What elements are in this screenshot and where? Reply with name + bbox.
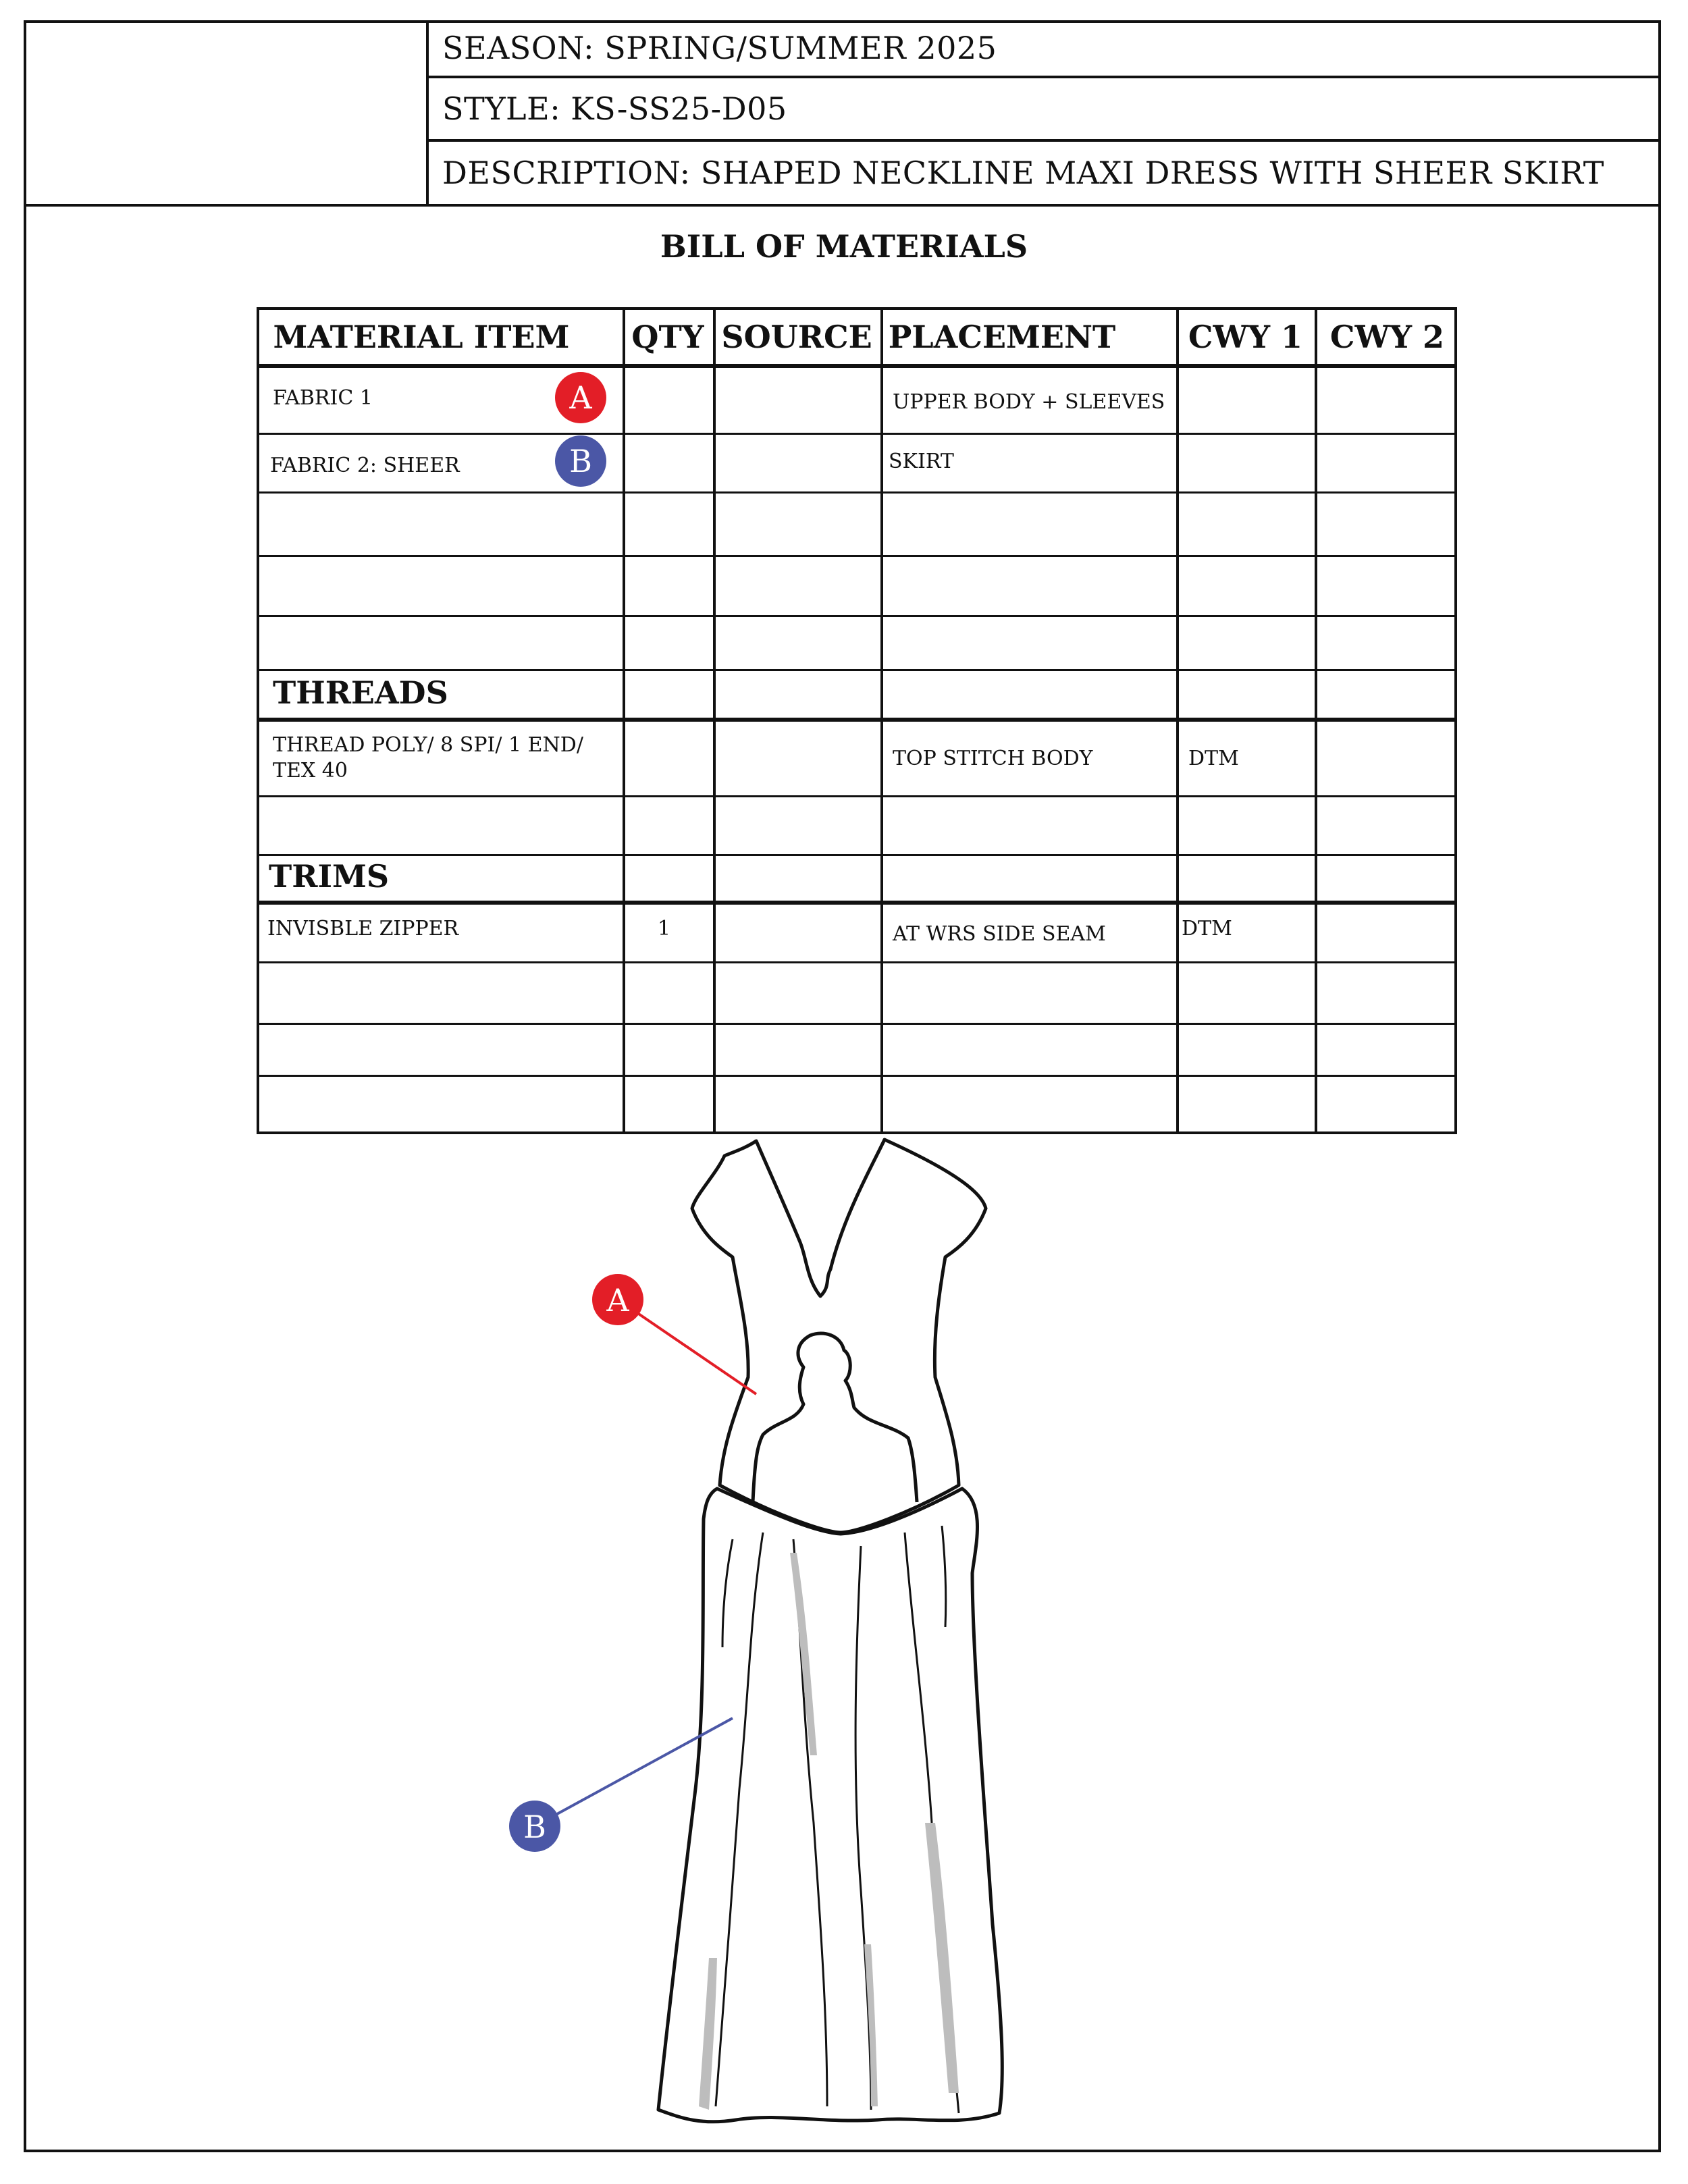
trims-section-label: TRIMS bbox=[269, 858, 390, 895]
col-header-cwy1: CWY 1 bbox=[1188, 319, 1303, 355]
thread-cwy1: DTM bbox=[1188, 747, 1239, 770]
fabric-2-item: FABRIC 2: SHEER bbox=[270, 454, 460, 477]
trim-qty: 1 bbox=[658, 917, 671, 940]
description-field: DESCRIPTION: SHAPED NECKLINE MAXI DRESS WITH SHEER SKIRT bbox=[442, 155, 1604, 191]
col-header-qty: QTY bbox=[631, 319, 704, 355]
trim-placement: AT WRS SIDE SEAM bbox=[893, 922, 1106, 946]
callout-a-label: A bbox=[606, 1282, 629, 1319]
season-field: SEASON: SPRING/SUMMER 2025 bbox=[429, 20, 1658, 78]
fabric-2-placement: SKIRT bbox=[889, 450, 954, 473]
thread-placement: TOP STITCH BODY bbox=[893, 747, 1093, 770]
col-header-cwy2: CWY 2 bbox=[1329, 319, 1445, 355]
callout-b-badge: B bbox=[555, 435, 606, 487]
thread-item-line2: TEX 40 bbox=[273, 759, 348, 782]
fabric-1-item: FABRIC 1 bbox=[273, 386, 373, 410]
callout-a-badge: A bbox=[555, 372, 606, 423]
style-field: STYLE: KS-SS25-D05 bbox=[429, 78, 1658, 142]
bodice-outline bbox=[692, 1140, 986, 1533]
trim-item: INVISBLE ZIPPER bbox=[267, 917, 459, 940]
col-header-source: SOURCE bbox=[721, 319, 872, 355]
fabric-1-placement: UPPER BODY + SLEEVES bbox=[893, 390, 1165, 414]
trim-cwy1: DTM bbox=[1182, 917, 1232, 940]
callout-b-label: B bbox=[523, 1809, 546, 1845]
thread-item-line1: THREAD POLY/ 8 SPI/ 1 END/ bbox=[273, 733, 583, 757]
col-header-placement: PLACEMENT bbox=[888, 319, 1116, 355]
threads-section-label: THREADS bbox=[273, 674, 448, 711]
col-header-material-item: MATERIAL ITEM bbox=[273, 319, 570, 355]
bom-title: BILL OF MATERIALS bbox=[660, 228, 1028, 265]
